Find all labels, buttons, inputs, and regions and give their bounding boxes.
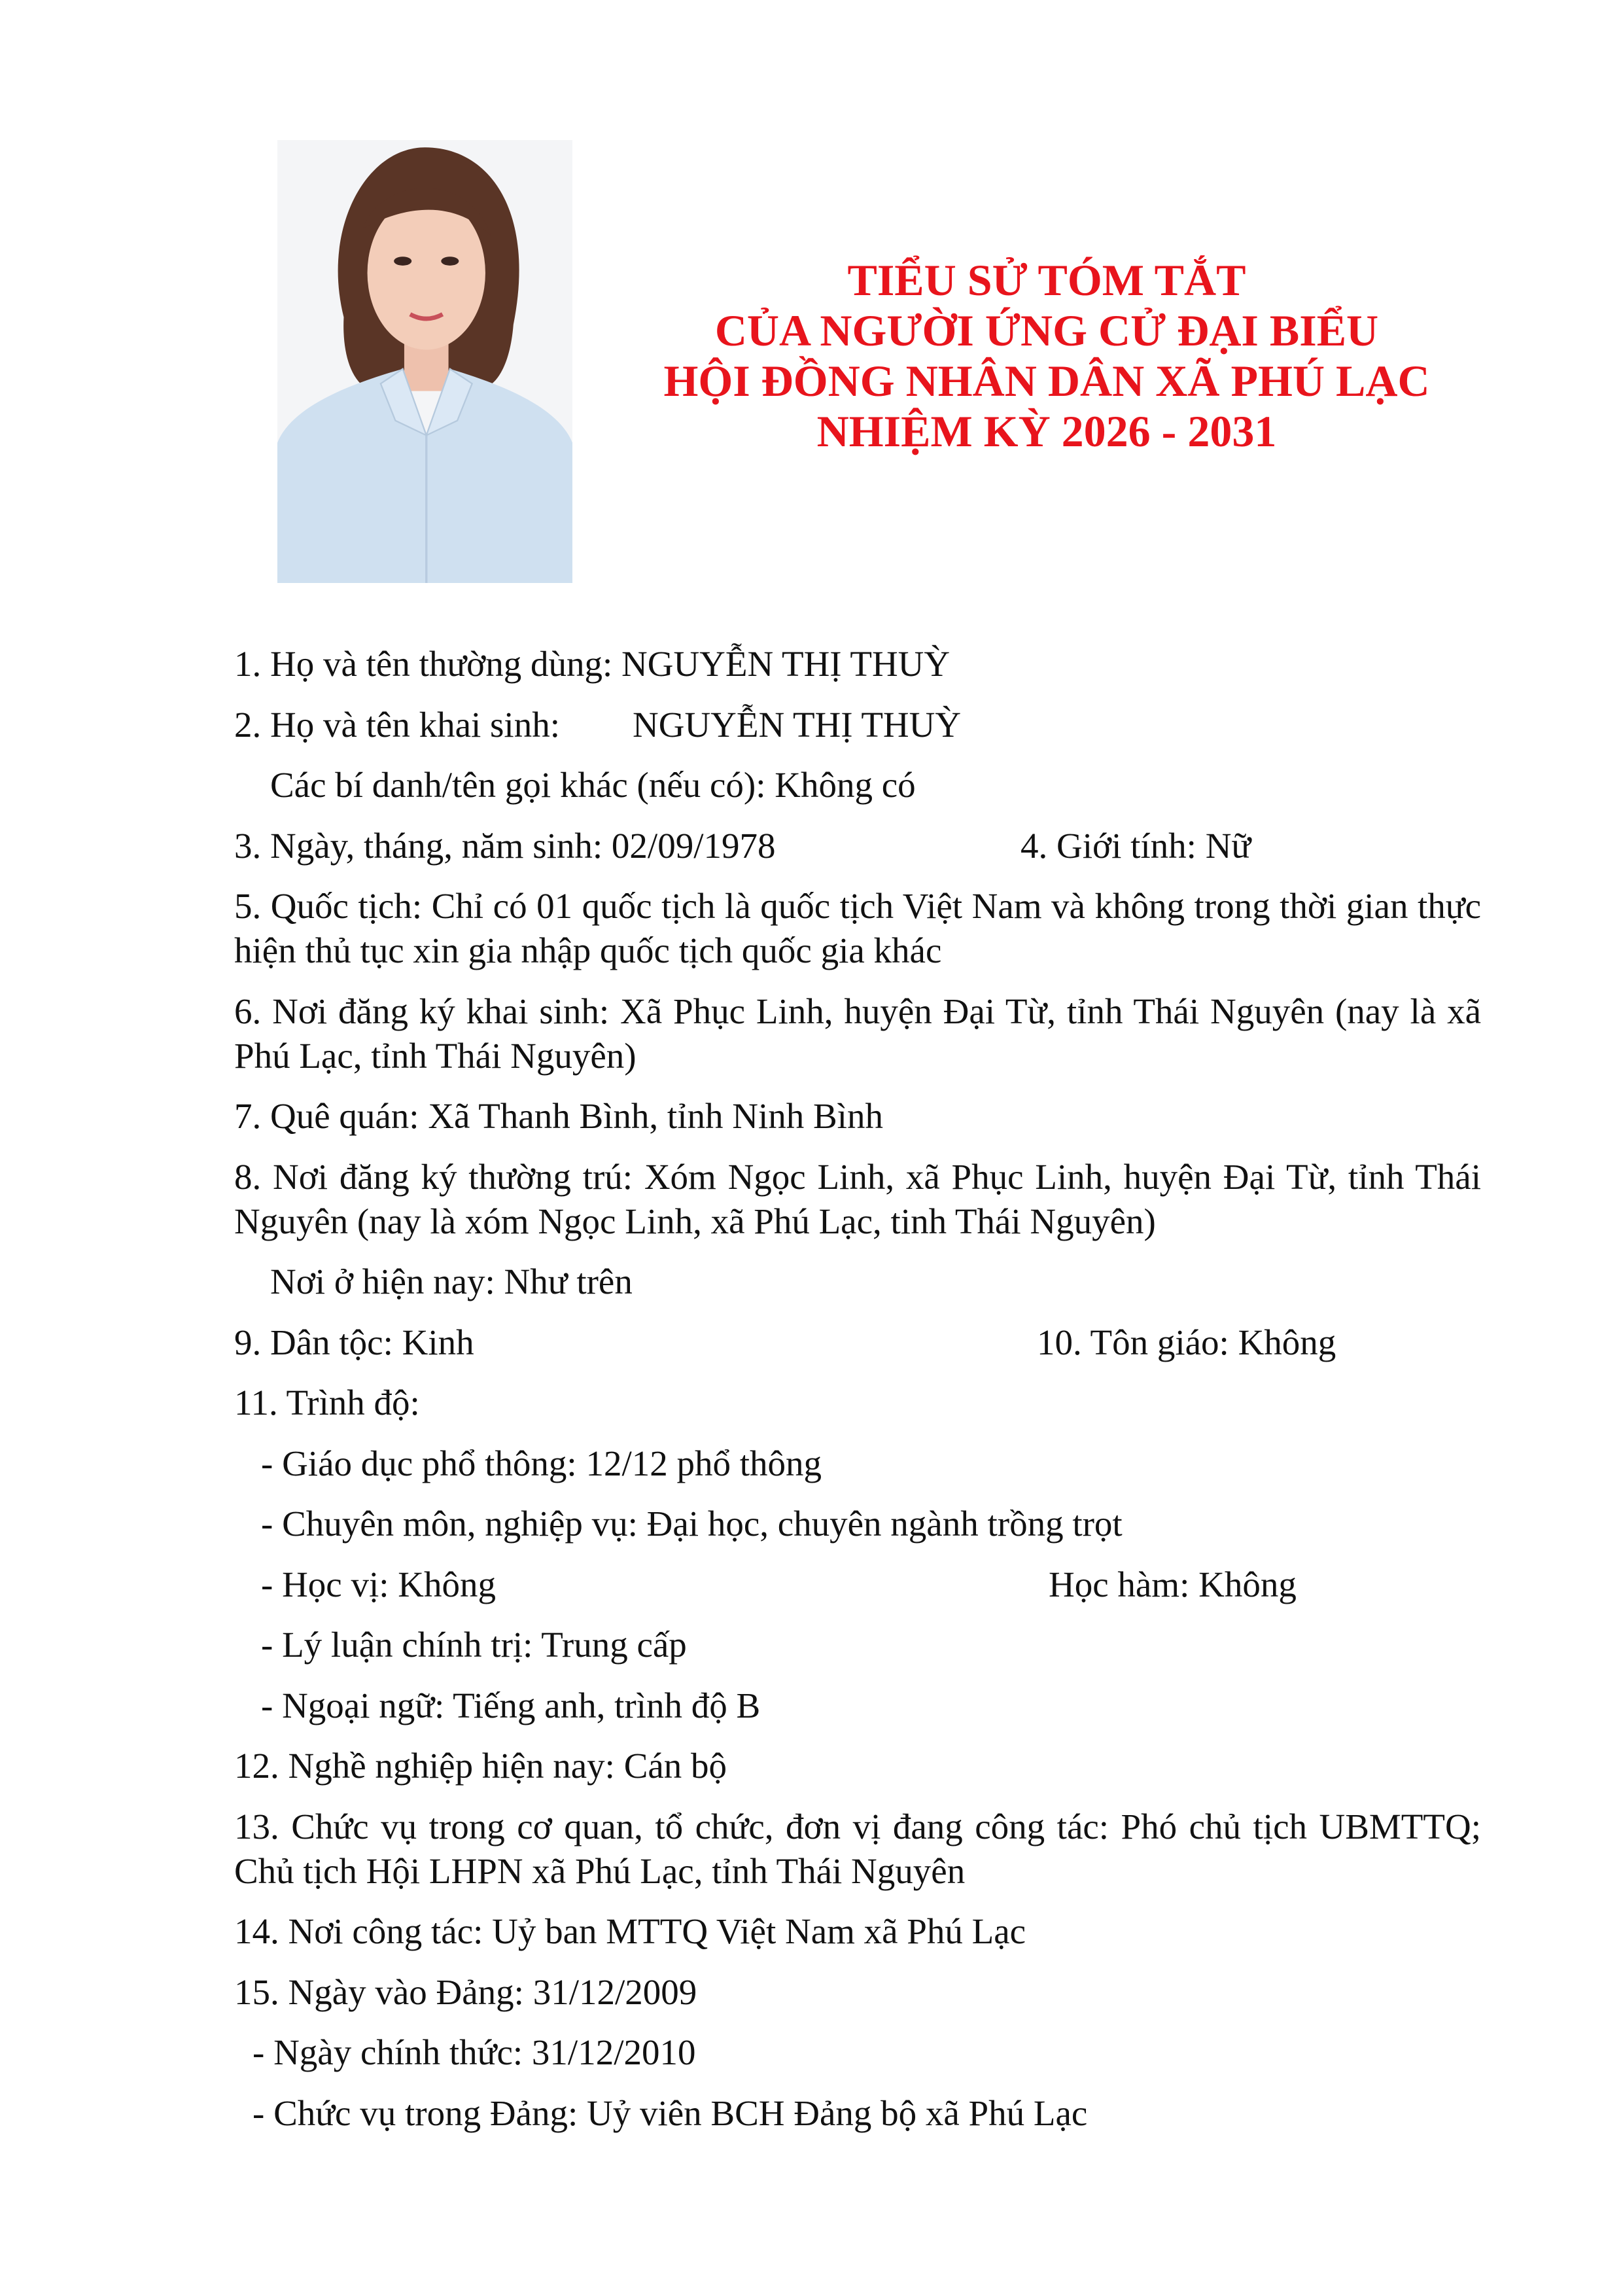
field-degree-rank (234, 1563, 1481, 1607)
field-political-theory: - Lý luận chính trị: Trung cấp (261, 1625, 687, 1665)
ethnicity: 9. Dân tộc: Kinh (234, 1322, 474, 1362)
field-ethnicity-religion (234, 1320, 1481, 1365)
field-birth-name (234, 703, 1481, 747)
field-occupation: 12. Nghề nghiệp hiện nay: Cán bộ (234, 1746, 727, 1786)
field-alias: Các bí danh/tên gọi khác (nếu có): Không có (270, 765, 916, 805)
title-line: NHIỆM KỲ 2026 - 2031 (816, 406, 1277, 456)
candidate-portrait-photo (277, 140, 572, 583)
field-current-residence: Nơi ở hiện nay: Như trên (270, 1262, 633, 1301)
title-line: TIỂU SỬ TÓM TẮT (847, 255, 1246, 305)
field-party-position: - Chức vụ trong Đảng: Uỷ viên BCH Đảng bộ xã Phú Lạc (253, 2093, 1088, 2133)
field-hometown: 7. Quê quán: Xã Thanh Bình, tỉnh Ninh Bình (234, 1096, 883, 1136)
field-professional: - Chuyên môn, nghiệp vụ: Đại học, chuyên ngành trồng trọt (261, 1504, 1123, 1544)
biography-body (234, 642, 1481, 2151)
field-common-name: 1. Họ và tên thường dùng: NGUYỄN THỊ THUỲ (234, 644, 951, 684)
field-workplace: 14. Nơi công tác: Uỷ ban MTTQ Việt Nam xã Phú Lạc (234, 1911, 1026, 1951)
field-qualifications: 11. Trình độ: (234, 1383, 420, 1422)
field-birthdate-gender (234, 824, 1481, 868)
religion: 10. Tôn giáo: Không (1037, 1322, 1336, 1362)
field-position: 13. Chức vụ trong cơ quan, tổ chức, đơn vị đang công tác: Phó chủ tịch UBMTTQ; Chủ tịch Hội LHPN xã Phú Lạc, tỉnh Thái Nguyên (234, 1806, 1481, 1891)
title-line: HỘI ĐỒNG NHÂN DÂN XÃ PHÚ LẠC (663, 356, 1430, 406)
academic-rank: Học hàm: Không (1049, 1564, 1297, 1604)
field-party-official-date: - Ngày chính thức: 31/12/2010 (253, 2032, 696, 2072)
document-title (641, 255, 1452, 457)
title-line: CỦA NGƯỜI ỨNG CỬ ĐẠI BIỂU (714, 306, 1379, 355)
gender: 4. Giới tính: Nữ (1021, 825, 1251, 866)
field-permanent-residence: 8. Nơi đăng ký thường trú: Xóm Ngọc Linh, xã Phục Linh, huyện Đại Từ, tỉnh Thái Nguyên (nay là xóm Ngọc Linh, xã Phú Lạc, tinh Thái Nguyên) (234, 1156, 1481, 1241)
field-foreign-language: - Ngoại ngữ: Tiếng anh, trình độ B (261, 1685, 761, 1725)
field-birth-registration: 6. Nơi đăng ký khai sinh: Xã Phục Linh, huyện Đại Từ, tỉnh Thái Nguyên (nay là xã Phú Lạc, tỉnh Thái Nguyên) (234, 991, 1481, 1076)
birth-name-value: NGUYỄN THỊ THUỲ (633, 704, 962, 745)
field-general-education: - Giáo dục phổ thông: 12/12 phổ thông (261, 1443, 822, 1483)
degree: - Học vị: Không (261, 1564, 496, 1604)
field-party-join-date: 15. Ngày vào Đảng: 31/12/2009 (234, 1971, 697, 2012)
birth-name-label: 2. Họ và tên khai sinh: (234, 704, 560, 745)
birthdate: 3. Ngày, tháng, năm sinh: 02/09/1978 (234, 825, 776, 866)
field-nationality: 5. Quốc tịch: Chỉ có 01 quốc tịch là quốc tịch Việt Nam và không trong thời gian thực hiện thủ tục xin gia nhập quốc tịch quốc gia khác (234, 886, 1481, 970)
